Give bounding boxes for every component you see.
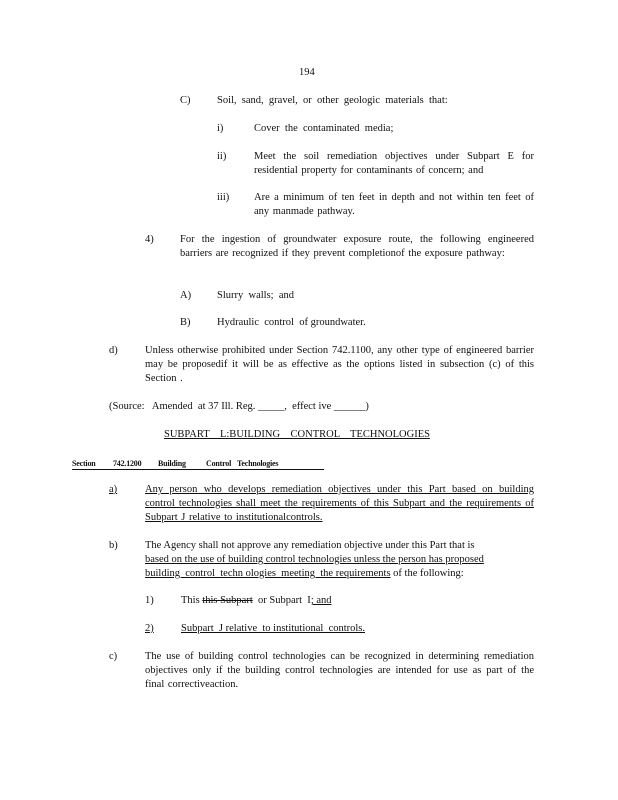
item-a-label: a): [109, 484, 118, 495]
item-A-label: A): [180, 290, 192, 301]
item-C-text: Soil, sand, gravel, or other geologic materials that:: [217, 95, 448, 106]
item-b-line-3-end: of the following:: [390, 568, 464, 579]
item-b-line-3: [145, 567, 464, 581]
item-b1-inserted-text: ; and: [310, 595, 332, 606]
section-heading: [72, 455, 324, 470]
section-title-word-1: Building: [158, 459, 186, 468]
source-note: (Source: Amended at 37 Ill. Reg. _____, effect ive ______): [109, 401, 369, 412]
section-title-word-3: Technologies: [237, 459, 279, 468]
item-b-label: b): [109, 540, 118, 551]
item-d-label: d): [109, 345, 118, 356]
item-c-text: The use of building control technologies can be recognized in determining remediation objectives only if the building control technologies are intended for use as part of the final correctiveaction.: [145, 651, 534, 690]
item-b-line-1: The Agency shall not approve any remediation objective under this Part that is: [145, 540, 475, 551]
item-a-inserted-clause: Any person who develops remediation objectives under this Part based on building control technologies shall meet the requirements of this Subpart and the requirements of Subpart J relative to institutionalcontrols.: [145, 484, 534, 523]
item-d-text: Unless otherwise prohibited under Section 742.1100, any other type of engineered barrier may be proposedif it will be as effective as the options listed in subsection (c) of this Section .: [145, 345, 534, 384]
subpart-heading: SUBPART L:BUILDING CONTROL TECHNOLOGIES: [164, 429, 430, 440]
item-b2-label: 2): [145, 623, 154, 634]
item-b1-label: 1): [145, 595, 154, 606]
item-b1-deleted-text: this Subpart: [202, 595, 253, 606]
item-iii-label: iii): [217, 192, 230, 203]
page-number: 194: [299, 67, 315, 78]
item-i-text: Cover the contaminated media;: [254, 123, 394, 134]
item-B-label: B): [180, 317, 191, 328]
item-B-text: Hydraulic control of groundwater.: [217, 317, 366, 328]
item-c-label: c): [109, 651, 118, 662]
item-ii-label: ii): [217, 151, 227, 162]
section-label: Section: [72, 459, 96, 468]
item-b-line-2: based on the use of building control technologies unless the person has proposed: [145, 554, 484, 565]
item-ii-text: Meet the soil remediation objectives under Subpart E for residential property for contaminants of concern; and: [254, 151, 534, 176]
item-i-label: i): [217, 123, 224, 134]
item-iii-text: Are a minimum of ten feet in depth and not within ten feet of any manmade pathway.: [254, 192, 534, 217]
item-A-text: Slurry walls; and: [217, 290, 294, 301]
section-number: 742.1200: [113, 459, 142, 468]
item-b2-text: Subpart J relative to institutional controls.: [181, 623, 366, 634]
item-4-label: 4): [145, 234, 154, 245]
item-b1-text: [181, 594, 332, 608]
item-a-text: [145, 483, 534, 525]
item-b1-text-middle: or Subpart I: [252, 595, 311, 606]
item-4-text: For the ingestion of groundwater exposure route, the following engineered barriers are recognized if they prevent completionof the exposure pathway:: [180, 234, 534, 259]
item-b1-text-start: This: [181, 595, 203, 606]
item-C-label: C): [180, 95, 191, 106]
item-b-inserted-text: building control techn ologies meeting the requirements: [145, 568, 391, 579]
section-title-word-2: Control: [206, 459, 232, 468]
